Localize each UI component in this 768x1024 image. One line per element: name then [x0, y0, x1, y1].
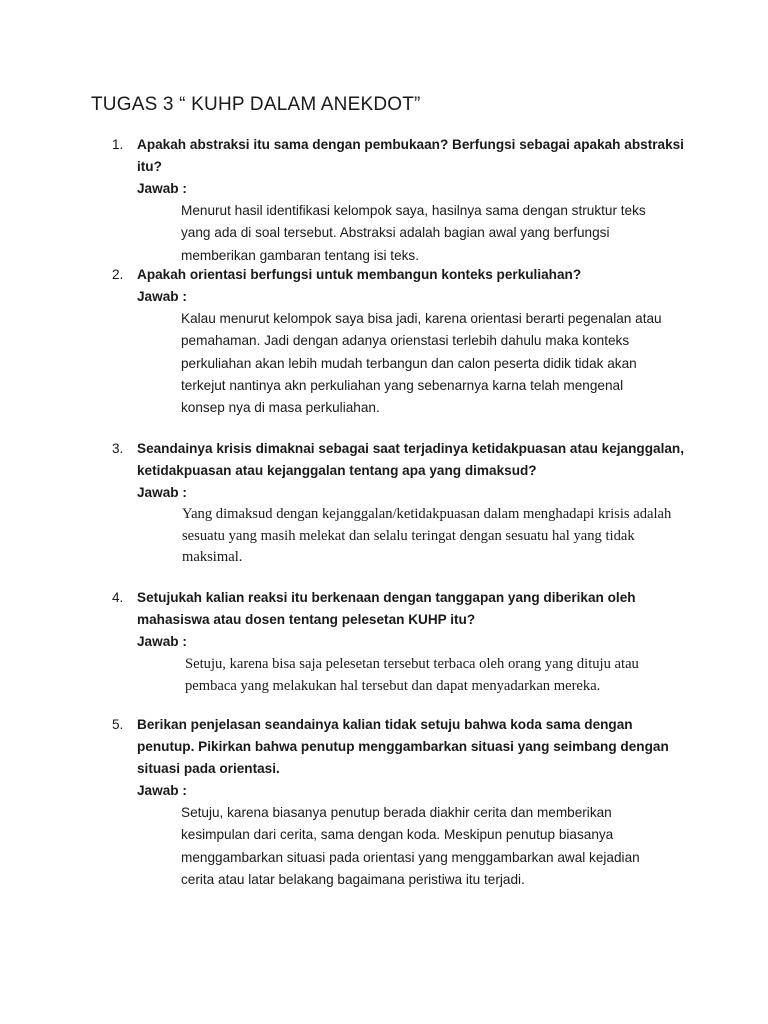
answer-text: Setuju, karena bisa saja pelesetan tersebut terbaca oleh orang yang dituju atau pembaca yang melakukan hal tersebut dan dapat menyadarkan mereka.: [185, 656, 639, 694]
answer-label: Jawab :: [137, 634, 187, 649]
answer-text: Yang dimaksud dengan kejanggalan/ketidakpuasan dalam menghadapi krisis adalah sesuatu yang masih melekat dan selalu teringat dengan sesuatu hal yang tidak maksimal.: [182, 506, 672, 565]
question-number: 2.: [112, 267, 124, 282]
question-block-5: [112, 714, 692, 891]
answer-text: Menurut hasil identifikasi kelompok saya, hasilnya sama dengan struktur teks yang ada di soal tersebut. Abstraksi adalah bagian awal yang berfungsi memberikan gambaran tentang isi teks.: [181, 203, 646, 263]
question-block-3: [112, 438, 692, 569]
question-number: 5.: [112, 717, 124, 732]
document-title: TUGAS 3 “ KUHP DALAM ANEKDOT”: [91, 94, 421, 115]
question-block-2: [112, 264, 692, 419]
question-number: 4.: [112, 590, 124, 605]
answer-label: Jawab :: [137, 181, 187, 196]
question-text: Setujukah kalian reaksi itu berkenaan dengan tanggapan yang diberikan oleh mahasiswa atau dosen tentang pelesetan KUHP itu?: [137, 590, 636, 627]
question-number: 1.: [112, 137, 124, 152]
question-text: Berikan penjelasan seandainya kalian tidak setuju bahwa koda sama dengan penutup. Pikirkan bahwa penutup menggambarkan situasi yang seimbang dengan situasi pada orientasi.: [137, 717, 669, 776]
question-text: Apakah abstraksi itu sama dengan pembukaan? Berfungsi sebagai apakah abstraksi itu?: [137, 137, 684, 174]
answer-label: Jawab :: [137, 783, 187, 798]
answer-text: Setuju, karena biasanya penutup berada diakhir cerita dan memberikan kesimpulan dari cerita, sama dengan koda. Meskipun penutup biasanya menggambarkan situasi pada orientasi yang menggambarkan awal kejadian cerita atau latar belakang bagaimana peristiwa itu terjadi.: [181, 805, 640, 887]
question-5: [112, 714, 692, 780]
answer-label: Jawab :: [137, 485, 187, 500]
answer-text: Kalau menurut kelompok saya bisa jadi, karena orientasi berarti pegenalan atau pemahaman. Jadi dengan adanya orienstasi terlebih dahulu maka konteks perkuliahan akan lebih mudah terbangun dan calon peserta didik tidak akan terkejut nantinya akn perkuliahan yang sebenarnya karna telah mengenal konsep nya di masa perkuliahan.: [181, 311, 662, 416]
question-block-1: [112, 134, 692, 267]
question-2: [112, 264, 692, 286]
question-number: 3.: [112, 441, 124, 456]
question-block-4: [112, 587, 692, 697]
question-4: [112, 587, 692, 631]
answer-label: Jawab :: [137, 289, 187, 304]
question-1: [112, 134, 692, 178]
question-3: [112, 438, 692, 482]
question-text: Apakah orientasi berfungsi untuk membangun konteks perkuliahan?: [137, 267, 582, 282]
question-text: Seandainya krisis dimaknai sebagai saat terjadinya ketidakpuasan atau kejanggalan, ketidakpuasan atau kejanggalan tentang apa yang dimaksud?: [137, 441, 685, 478]
